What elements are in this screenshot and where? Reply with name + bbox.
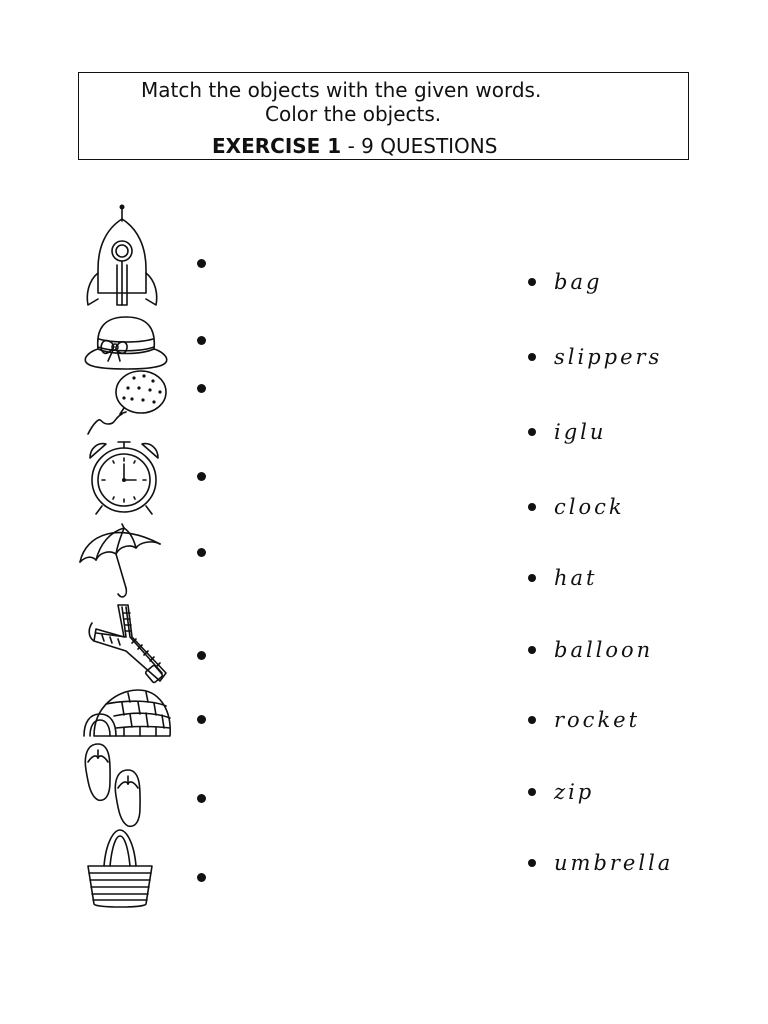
picture-dot-9[interactable] [197, 873, 206, 882]
picture-dot-7[interactable] [197, 715, 206, 724]
word-item-clock[interactable] [528, 493, 625, 521]
exercise-title [212, 134, 497, 158]
umbrella-icon [78, 522, 162, 602]
alarm-clock-icon [84, 440, 164, 516]
word-dot[interactable] [528, 574, 536, 582]
zip-icon [88, 603, 170, 685]
picture-dot-4[interactable] [197, 472, 206, 481]
hat-icon [82, 313, 170, 371]
word-label: bag [554, 270, 603, 294]
word-item-iglu[interactable] [528, 418, 606, 446]
word-label: iglu [554, 420, 607, 444]
instructions-box [78, 72, 689, 160]
picture-dot-8[interactable] [197, 794, 206, 803]
word-item-rocket[interactable] [528, 706, 640, 734]
picture-dot-1[interactable] [197, 259, 206, 268]
word-dot[interactable] [528, 353, 536, 361]
word-label: balloon [554, 638, 654, 662]
word-label: zip [554, 780, 595, 804]
picture-dot-6[interactable] [197, 651, 206, 660]
word-dot[interactable] [528, 428, 536, 436]
bag-icon [84, 828, 156, 910]
balloon-icon [86, 368, 168, 436]
iglu-icon [82, 688, 172, 740]
word-dot[interactable] [528, 716, 536, 724]
word-item-balloon[interactable] [528, 636, 653, 664]
word-dot[interactable] [528, 503, 536, 511]
word-dot[interactable] [528, 859, 536, 867]
slippers-icon [82, 742, 148, 828]
word-item-hat[interactable] [528, 564, 597, 592]
word-label: rocket [554, 708, 641, 732]
picture-dot-5[interactable] [197, 548, 206, 557]
word-dot[interactable] [528, 278, 536, 286]
word-item-slippers[interactable] [528, 343, 662, 371]
word-label: umbrella [554, 851, 674, 875]
questions-label: - 9 QUESTIONS [341, 134, 498, 158]
word-item-zip[interactable] [528, 778, 594, 806]
word-dot[interactable] [528, 788, 536, 796]
word-item-umbrella[interactable] [528, 849, 673, 877]
rocket-icon [84, 203, 156, 309]
instruction-color: Color the objects. [265, 102, 442, 126]
picture-dot-2[interactable] [197, 336, 206, 345]
word-label: hat [554, 566, 598, 590]
picture-dot-3[interactable] [197, 384, 206, 393]
word-label: clock [554, 495, 625, 519]
word-label: slippers [554, 345, 663, 369]
instruction-match: Match the objects with the given words. [141, 78, 542, 102]
word-dot[interactable] [528, 646, 536, 654]
exercise-label: EXERCISE 1 [212, 134, 342, 158]
word-item-bag[interactable] [528, 268, 602, 296]
